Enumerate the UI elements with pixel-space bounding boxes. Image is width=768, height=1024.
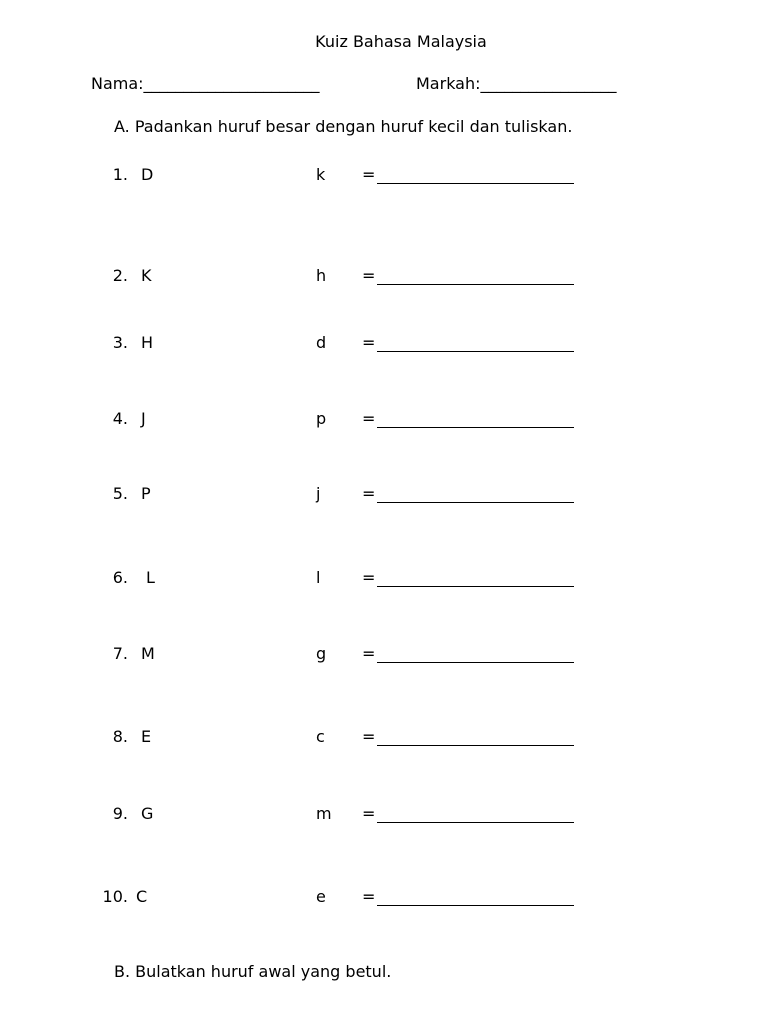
answer-line[interactable] xyxy=(377,905,574,906)
section-b-instruction: B. Bulatkan huruf awal yang betul. xyxy=(114,962,392,981)
uppercase-letter: M xyxy=(141,644,155,663)
answer-line[interactable] xyxy=(377,284,574,285)
question-number: 1. xyxy=(112,165,128,184)
question-row-10 xyxy=(0,887,768,909)
uppercase-letter: G xyxy=(141,804,154,823)
question-row-8 xyxy=(0,727,768,749)
lowercase-letter: k xyxy=(316,165,326,184)
name-field[interactable]: Nama:______________________ xyxy=(91,74,320,93)
equals-sign: = xyxy=(362,333,376,352)
question-row-3 xyxy=(0,333,768,355)
lowercase-letter: c xyxy=(316,727,325,746)
uppercase-letter: C xyxy=(136,887,148,906)
uppercase-letter: D xyxy=(141,165,154,184)
equals-sign: = xyxy=(362,568,376,587)
lowercase-letter: d xyxy=(316,333,327,352)
question-row-1 xyxy=(0,165,768,187)
answer-line[interactable] xyxy=(377,502,574,503)
equals-sign: = xyxy=(362,727,376,746)
equals-sign: = xyxy=(362,266,376,285)
lowercase-letter: m xyxy=(316,804,332,823)
lowercase-letter: p xyxy=(316,409,327,428)
lowercase-letter: g xyxy=(316,644,327,663)
question-number: 2. xyxy=(112,266,128,285)
question-number: 6. xyxy=(112,568,128,587)
question-row-5 xyxy=(0,484,768,506)
uppercase-letter: E xyxy=(141,727,152,746)
equals-sign: = xyxy=(362,409,376,428)
equals-sign: = xyxy=(362,887,376,906)
question-number: 3. xyxy=(112,333,128,352)
question-row-7 xyxy=(0,644,768,666)
lowercase-letter: h xyxy=(316,266,327,285)
answer-line[interactable] xyxy=(377,745,574,746)
question-number: 7. xyxy=(112,644,128,663)
question-number: 10. xyxy=(102,887,128,906)
uppercase-letter: P xyxy=(141,484,151,503)
equals-sign: = xyxy=(362,644,376,663)
uppercase-letter: H xyxy=(141,333,154,352)
uppercase-letter: J xyxy=(141,409,146,428)
lowercase-letter: e xyxy=(316,887,326,906)
question-row-2 xyxy=(0,266,768,288)
answer-line[interactable] xyxy=(377,351,574,352)
answer-line[interactable] xyxy=(377,586,574,587)
question-number: 4. xyxy=(112,409,128,428)
question-number: 5. xyxy=(112,484,128,503)
section-a-instruction: A. Padankan huruf besar dengan huruf kecil dan tuliskan. xyxy=(114,117,573,136)
answer-line[interactable] xyxy=(377,183,574,184)
lowercase-letter: l xyxy=(316,568,321,587)
equals-sign: = xyxy=(362,484,376,503)
question-number: 9. xyxy=(112,804,128,823)
question-row-9 xyxy=(0,804,768,826)
equals-sign: = xyxy=(362,804,376,823)
uppercase-letter: K xyxy=(141,266,152,285)
answer-line[interactable] xyxy=(377,822,574,823)
equals-sign: = xyxy=(362,165,376,184)
answer-line[interactable] xyxy=(377,427,574,428)
quiz-title: Kuiz Bahasa Malaysia xyxy=(315,32,487,51)
question-row-4 xyxy=(0,409,768,431)
answer-line[interactable] xyxy=(377,662,574,663)
marks-field[interactable]: Markah:_________________ xyxy=(416,74,617,93)
question-number: 8. xyxy=(112,727,128,746)
lowercase-letter: j xyxy=(316,484,321,503)
uppercase-letter: L xyxy=(146,568,155,587)
question-row-6 xyxy=(0,568,768,590)
